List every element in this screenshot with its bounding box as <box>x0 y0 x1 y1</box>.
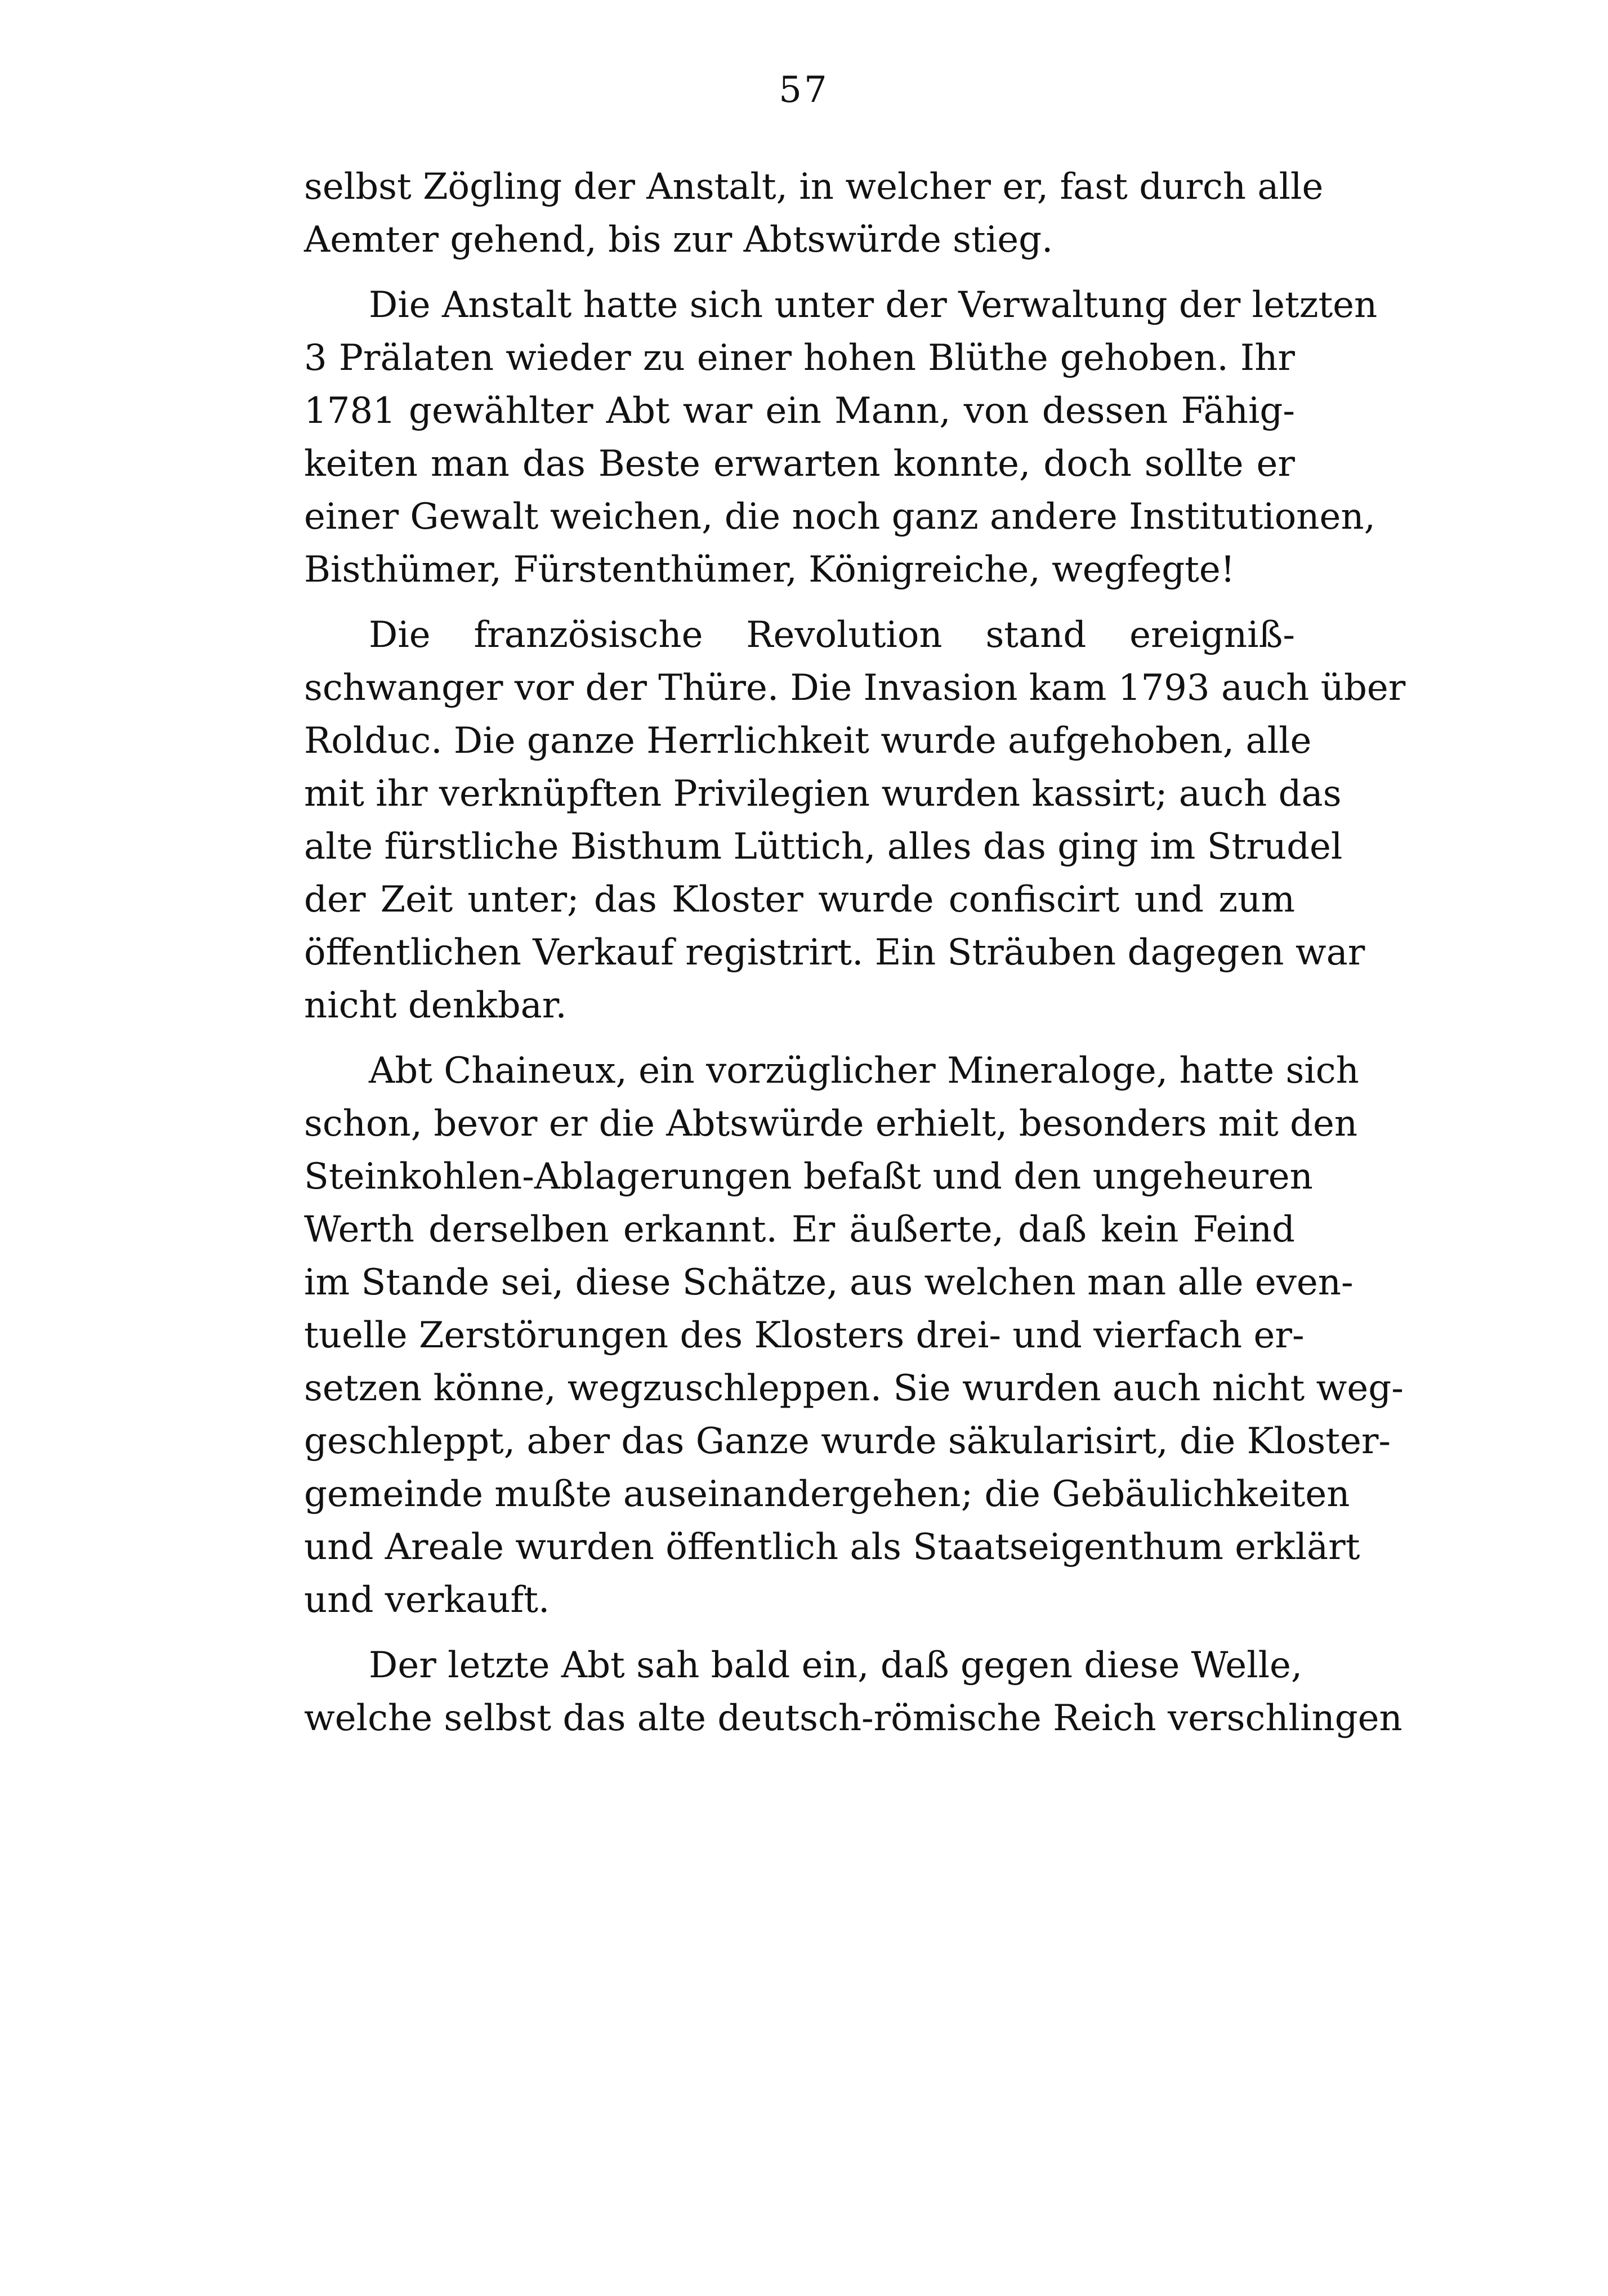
text-line: Werth derselben erkannt. Er äußerte, daß kein Feind <box>304 1209 1295 1250</box>
text-line: Aemter gehend, bis zur Abtswürde stieg. <box>304 219 1053 261</box>
body-text <box>304 160 1406 1745</box>
text-line: schon, bevor er die Abtswürde erhielt, besonders mit den <box>304 1103 1358 1145</box>
text-line: Die französische Revolution stand ereigniß- <box>369 614 1295 656</box>
text-line: nicht denkbar. <box>304 985 567 1026</box>
text-line: mit ihr verknüpften Privilegien wurden kassirt; auch das <box>304 773 1342 815</box>
text-line: schwanger vor der Thüre. Die Invasion kam 1793 auch über <box>304 667 1406 709</box>
text-line: 3 Prälaten wieder zu einer hohen Blüthe gehoben. Ihr <box>304 337 1295 379</box>
text-line: geschleppt, aber das Ganze wurde säkularisirt, die Kloster- <box>304 1421 1391 1462</box>
text-line: Abt Chaineux, ein vorzüglicher Mineraloge, hatte sich <box>369 1050 1359 1092</box>
text-line: Der letzte Abt sah bald ein, daß gegen diese Welle, <box>369 1645 1303 1686</box>
text-line: im Stande sei, diese Schätze, aus welchen man alle even- <box>304 1262 1354 1303</box>
text-line: tuelle Zerstörungen des Klosters drei- und vierfach er- <box>304 1315 1305 1356</box>
page-number: 57 <box>779 69 829 111</box>
text-line: welche selbst das alte deutsch-römische Reich verschlingen <box>304 1698 1402 1739</box>
paragraph <box>304 279 1378 596</box>
text-line: setzen könne, wegzuschleppen. Sie wurden auch nicht weg- <box>304 1368 1404 1409</box>
text-line: Bisthümer, Fürstenthümer, Königreiche, wegfegte! <box>304 549 1235 591</box>
text-line: und Areale wurden öffentlich als Staatseigenthum erklärt <box>304 1526 1360 1568</box>
text-line: keiten man das Beste erwarten konnte, doch sollte er <box>304 443 1295 485</box>
text-line: Die Anstalt hatte sich unter der Verwaltung der letzten <box>369 284 1378 326</box>
paragraph <box>304 1639 1402 1745</box>
text-line: gemeinde mußte auseinandergehen; die Gebäulichkeiten <box>304 1473 1350 1515</box>
paragraph <box>304 1044 1404 1627</box>
text-line: und verkauft. <box>304 1579 550 1621</box>
text-line: einer Gewalt weichen, die noch ganz andere Institutionen, <box>304 496 1375 538</box>
text-line: selbst Zögling der Anstalt, in welcher er, fast durch alle <box>304 166 1324 208</box>
paragraph <box>304 160 1324 266</box>
text-line: der Zeit unter; das Kloster wurde confiscirt und zum <box>304 879 1295 921</box>
text-line: alte fürstliche Bisthum Lüttich, alles das ging im Strudel <box>304 826 1343 868</box>
text-line: Steinkohlen-Ablagerungen befaßt und den ungeheuren <box>304 1156 1313 1198</box>
text-line: Rolduc. Die ganze Herrlichkeit wurde aufgehoben, alle <box>304 720 1312 762</box>
text-line: 1781 gewählter Abt war ein Mann, von dessen Fähig- <box>304 390 1295 432</box>
text-line: öffentlichen Verkauf registrirt. Ein Sträuben dagegen war <box>304 932 1365 973</box>
paragraph <box>304 609 1406 1032</box>
